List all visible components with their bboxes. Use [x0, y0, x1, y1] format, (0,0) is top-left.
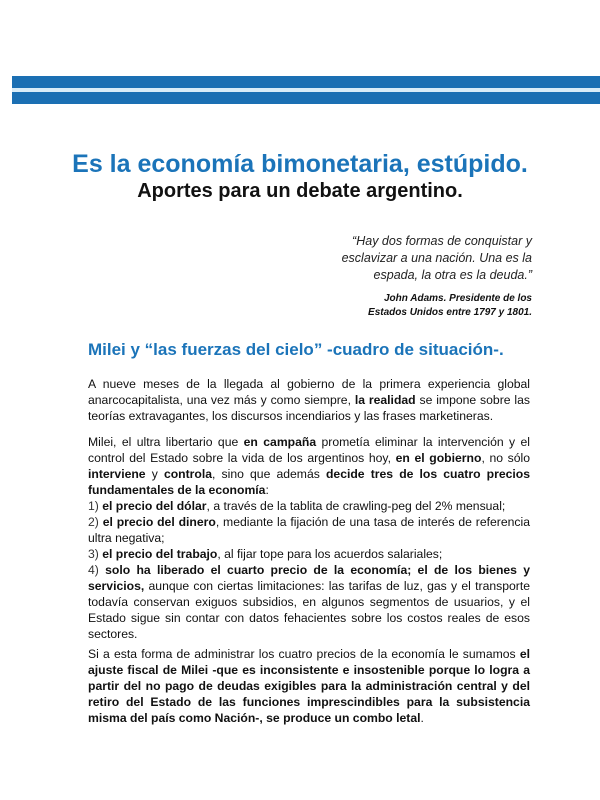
epigraph-author-line: Estados Unidos entre 1797 y 1801. [368, 307, 532, 318]
text-run: se impone sobre las teorías extravagantes, los discursos incendiarios y las frases marketineras. [88, 393, 530, 423]
bold-run: el ajuste fiscal de Milei -que es inconsistente e insostenible porque lo logra a partir del no pago de deudas exigibles para la administración central y del retiro del Estado de las funciones imprescindibles para la subsistencia misma del país como Nación-, se produce un combo letal [88, 647, 530, 725]
epigraph-quote [272, 233, 532, 284]
paragraph-3 [88, 646, 530, 726]
text-run: , sino que además [212, 467, 326, 481]
epigraph-author [272, 292, 532, 320]
list-item [88, 514, 530, 546]
list-item [88, 562, 530, 642]
document-subtitle: Aportes para un debate argentino. [137, 180, 463, 202]
text-run: Si a esta forma de administrar los cuatro precios de la economía le sumamos [88, 647, 520, 661]
text-run: y [145, 467, 164, 481]
bold-run: interviene [88, 467, 146, 481]
document-title: Es la economía bimonetaria, estúpido. [72, 150, 528, 178]
bold-run: el precio del dólar [102, 499, 207, 513]
bold-run: el precio del trabajo [102, 547, 218, 561]
bold-run: solo ha liberado el cuarto precio de la economía; el de los bienes y servicios, [88, 563, 531, 593]
text-run: aunque con ciertas limitaciones: las tarifas de luz, gas y el transporte todavía conservan exiguos subsidios, en algunos segmentos de usuarios, y el Estado sigue sin contar con datos fehacientes sobre los costos reales de esos sectores. [88, 579, 530, 641]
bold-run: la realidad [354, 393, 416, 407]
list-number: 2) [88, 515, 99, 529]
list-item [88, 546, 530, 562]
epigraph-line: esclavizar a una nación. Una es la [341, 251, 532, 265]
text-run: , no sólo [481, 451, 531, 465]
list-number: 3) [88, 547, 99, 561]
section-heading: Milei y “las fuerzas del cielo” -cuadro de situación-. [88, 340, 504, 359]
text-run: prometía eliminar la intervención y el control del Estado sobre la vida de los argentinos hoy, [88, 435, 530, 465]
paragraph-1 [88, 376, 530, 424]
list-number: 1) [88, 499, 99, 513]
text-run: , a través de la tablita de crawling-peg del 2% mensual; [206, 499, 506, 513]
text-run: A nueve meses de la llegada al gobierno de la primera experiencia global anarcocapitalista, una vez más y como siempre, [88, 377, 530, 407]
epigraph-line: espada, la otra es la deuda.” [373, 268, 532, 282]
text-run: : [265, 483, 269, 497]
header-stripe-bottom [12, 92, 600, 104]
epigraph-author-line: John Adams. Presidente de los [383, 293, 532, 304]
text-run: . [420, 711, 424, 725]
bold-run: en el gobierno [395, 451, 482, 465]
list-number: 4) [88, 563, 99, 577]
header-stripe-top [12, 76, 600, 88]
bold-run: controla [163, 467, 213, 481]
text-run: , mediante la fijación de una tasa de interés de referencia ultra negativa; [88, 515, 530, 545]
list-item [88, 498, 530, 514]
paragraph-2 [88, 434, 530, 642]
text-run: Milei, el ultra libertario que [88, 435, 244, 449]
bold-run: decide tres de los cuatro precios fundamentales de la economía [88, 467, 530, 497]
epigraph-line: “Hay dos formas de conquistar y [352, 234, 532, 248]
text-run: , al fijar tope para los acuerdos salariales; [217, 547, 443, 561]
bold-run: en campaña [243, 435, 317, 449]
bold-run: el precio del dinero [102, 515, 216, 529]
